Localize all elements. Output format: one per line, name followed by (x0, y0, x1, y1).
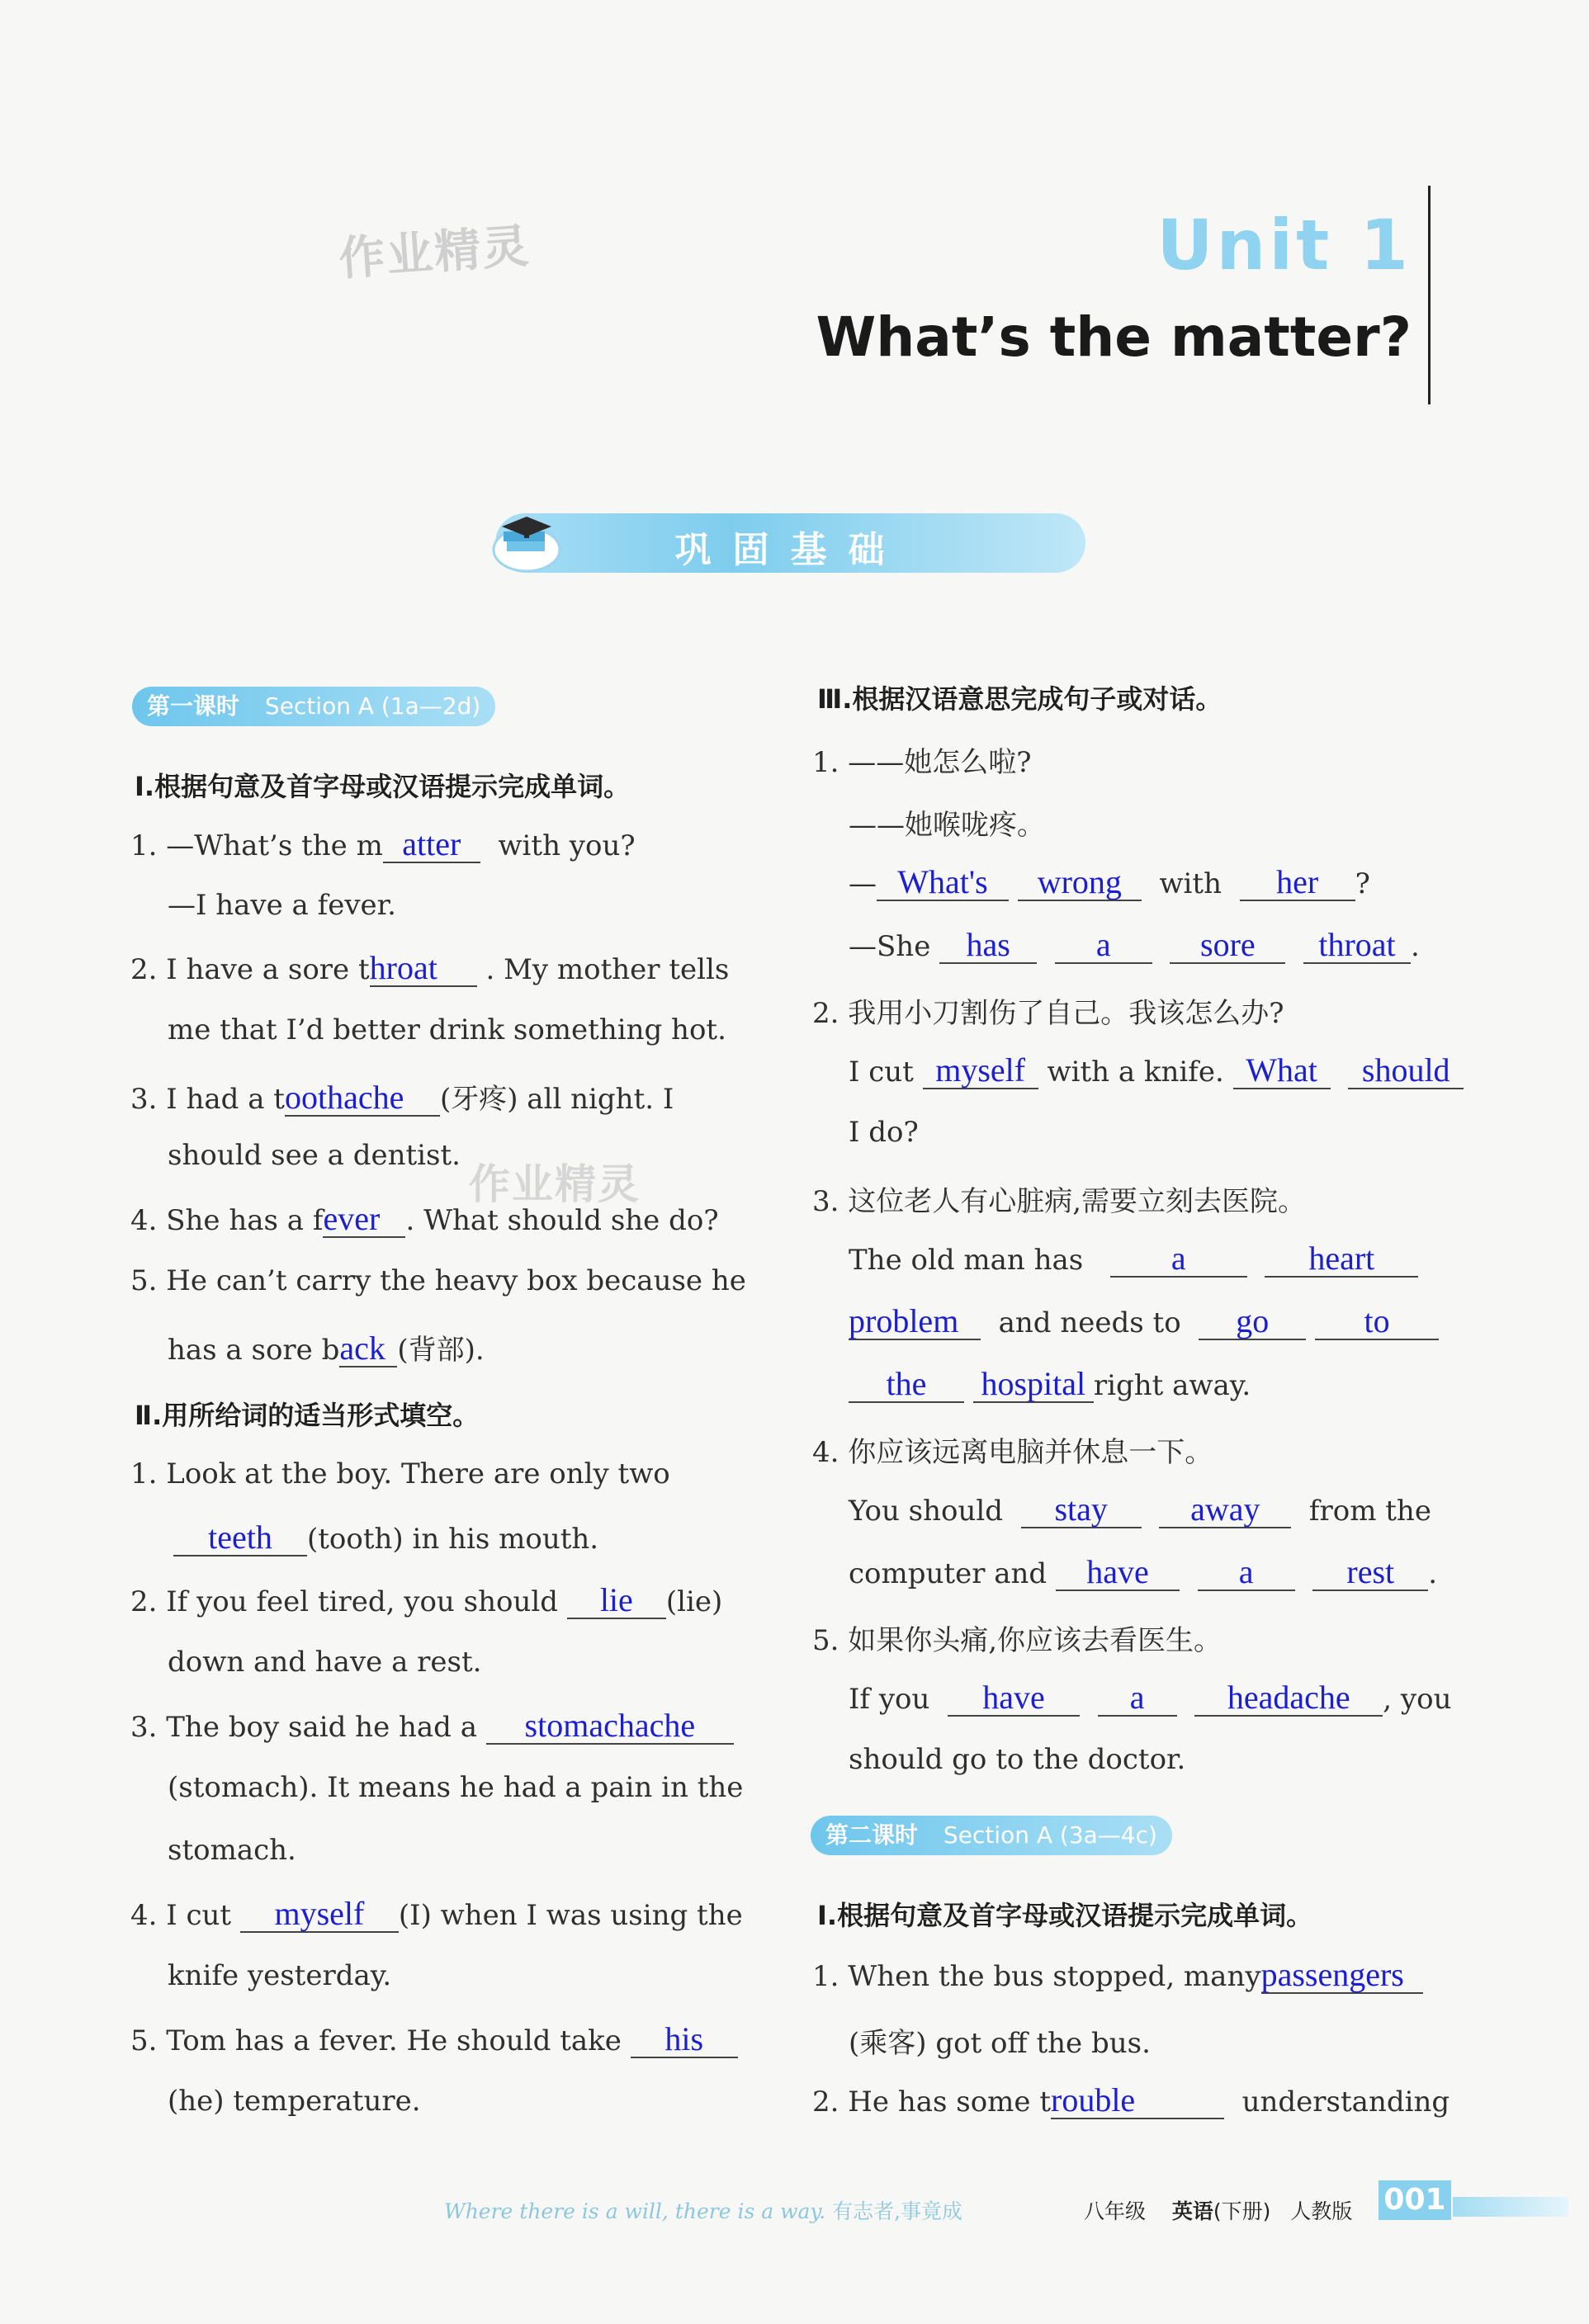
badge-lesson: 第二课时 (825, 1821, 919, 1849)
answer: stay (1021, 1492, 1142, 1528)
p3-q4-l1: You should stay away from the (849, 1490, 1431, 1528)
answer: What's (877, 865, 1009, 901)
p3-q3-l3: the hospital right away. (849, 1367, 1251, 1403)
answer: problem (849, 1304, 981, 1340)
p2-q3b: (stomach). It means he had a pain in the (168, 1771, 744, 1804)
p3-q5-cn: 5. 如果你头痛,你应该去看医生。 (812, 1624, 1222, 1657)
answer: teeth (173, 1520, 307, 1556)
q1a: 1. —What’s the m atter with you? (130, 825, 636, 862)
q5b: has a sore back (背部). (168, 1330, 485, 1367)
p2-q1b: teeth (tooth) in his mouth. (173, 1520, 598, 1556)
answer: myself (923, 1053, 1038, 1089)
q2a: 2. I have a sore throat . My mother tells (130, 949, 730, 986)
p2-q5a: 5. Tom has a fever. He should take his (130, 2022, 738, 2058)
grade: 八年级 (1084, 2199, 1147, 2223)
p3-q4-l2: computer and have a rest . (849, 1553, 1438, 1590)
lesson-badge-1 (132, 687, 495, 726)
badge-lesson: 第一课时 (147, 692, 240, 720)
answer: passengers (1261, 1958, 1423, 1994)
footer-book-info (1084, 2195, 1352, 2225)
answer: headache (1194, 1680, 1383, 1717)
answer: hospital (973, 1367, 1094, 1403)
books-icon (487, 502, 565, 580)
answer: a (1198, 1555, 1295, 1591)
part3-heading: Ⅲ.根据汉语意思完成句子或对话。 (817, 683, 1222, 715)
section-banner (495, 513, 1085, 573)
p3-q1-cn2: ——她喉咙疼。 (849, 809, 1045, 842)
p3-q2-cn: 2. 我用小刀割伤了自己。我该怎么办? (812, 997, 1284, 1030)
unit-title: Unit 1 (1156, 205, 1412, 286)
p2-q3a: 3. The boy said he had a stomachache (130, 1708, 734, 1745)
badge-section: Section A (1a—2d) (264, 692, 481, 720)
answer: a (1055, 928, 1152, 964)
part1-heading: Ⅰ.根据句意及首字母或汉语提示完成单词。 (135, 771, 631, 802)
q5a: 5. He can’t carry the heavy box because he (130, 1264, 746, 1297)
watermark-logo: 作业精灵 (469, 1160, 641, 1208)
page-number: 001 (1379, 2180, 1451, 2220)
q1b: —I have a fever. (168, 889, 396, 922)
answer: ever (323, 1202, 405, 1238)
p2-q2a: 2. If you feel tired, you should lie (lie) (130, 1581, 723, 1618)
p3-q3-l1: The old man has a heart (849, 1241, 1418, 1278)
p3-q5-l2: should go to the doctor. (849, 1743, 1186, 1776)
footer-motto: Where there is a will, there is a way. 有志者,事竟成 (444, 2199, 963, 2223)
answer: sore (1170, 928, 1285, 964)
badge-section: Section A (3a—4c) (943, 1821, 1157, 1849)
answer: her (1240, 865, 1355, 901)
p2-q5b: (he) temperature. (168, 2085, 421, 2118)
answer: rest (1312, 1555, 1428, 1591)
footer-decoration (1453, 2197, 1568, 2217)
answer: a (1110, 1241, 1247, 1278)
p2-q4b: knife yesterday. (168, 1959, 392, 1992)
lesson-badge-2 (811, 1816, 1172, 1855)
answer: heart (1265, 1241, 1418, 1278)
answer: atter (383, 827, 480, 863)
p3-q5-l1: If you have a headache , you (849, 1679, 1452, 1716)
answer: ack (339, 1331, 397, 1367)
subject: 英语 (1171, 2199, 1213, 2223)
answer: to (1315, 1304, 1439, 1340)
answer: the (849, 1367, 964, 1403)
q3b: should see a dentist. (168, 1139, 461, 1172)
answer: rouble (1051, 2083, 1224, 2119)
p2-q2b: down and have a rest. (168, 1646, 482, 1679)
answer: have (948, 1680, 1080, 1717)
answer: lie (567, 1583, 666, 1619)
answer: go (1199, 1304, 1306, 1340)
answer: his (631, 2022, 738, 2058)
answer: have (1056, 1555, 1180, 1591)
q4: 4. She has a fever . What should she do? (130, 1200, 719, 1237)
p3-q1-cn1: 1. ——她怎么啦? (812, 746, 1032, 779)
header-divider (1428, 186, 1431, 404)
answer: wrong (1018, 865, 1142, 901)
answer: away (1159, 1492, 1291, 1528)
p3-q3-l2: problem and needs to go to (849, 1304, 1439, 1340)
p4-q2a: 2. He has some trouble understanding (812, 2081, 1450, 2119)
unit-subtitle: What’s the matter? (816, 305, 1412, 369)
p3-q3-cn: 3. 这位老人有心脏病,需要立刻去医院。 (812, 1185, 1307, 1218)
answer: oothache (285, 1080, 440, 1117)
answer: should (1348, 1053, 1464, 1089)
p3-q2-l1: I cut myself with a knife. What should (849, 1053, 1464, 1089)
volume: (下册) (1213, 2199, 1271, 2223)
q3a: 3. I had a toothache (牙疼) all night. I (130, 1079, 674, 1116)
p3-q1-l1: — What's wrong with her ? (849, 863, 1370, 900)
p2-q4a: 4. I cut myself (I) when I was using the (130, 1895, 743, 1932)
answer: a (1098, 1680, 1177, 1717)
p3-q2-l2: I do? (849, 1116, 919, 1149)
p2-q1a: 1. Look at the boy. There are only two (130, 1457, 670, 1490)
p2-q3c: stomach. (168, 1834, 296, 1867)
answer: What (1233, 1053, 1331, 1089)
p4-q1a: 1. When the bus stopped, manypassengers (812, 1958, 1423, 1994)
banner-title: 巩固基础 (674, 529, 906, 571)
part2-heading: Ⅱ.用所给词的适当形式填空。 (135, 1400, 480, 1431)
p3-q4-cn: 4. 你应该远离电脑并休息一下。 (812, 1436, 1213, 1469)
part4-heading: Ⅰ.根据句意及首字母或汉语提示完成单词。 (817, 1900, 1313, 1931)
answer: stomachache (486, 1708, 734, 1745)
answer: has (939, 928, 1037, 964)
watermark-logo: 作业精灵 (337, 219, 532, 287)
answer: myself (240, 1897, 399, 1933)
edition: 人教版 (1290, 2199, 1353, 2223)
answer: throat (1303, 928, 1411, 964)
p3-q1-l2: —She has a sore throat . (849, 926, 1420, 963)
answer: hroat (370, 951, 477, 987)
p4-q1b: (乘客) got off the bus. (849, 2027, 1151, 2060)
q2b: me that I’d better drink something hot. (168, 1013, 726, 1046)
